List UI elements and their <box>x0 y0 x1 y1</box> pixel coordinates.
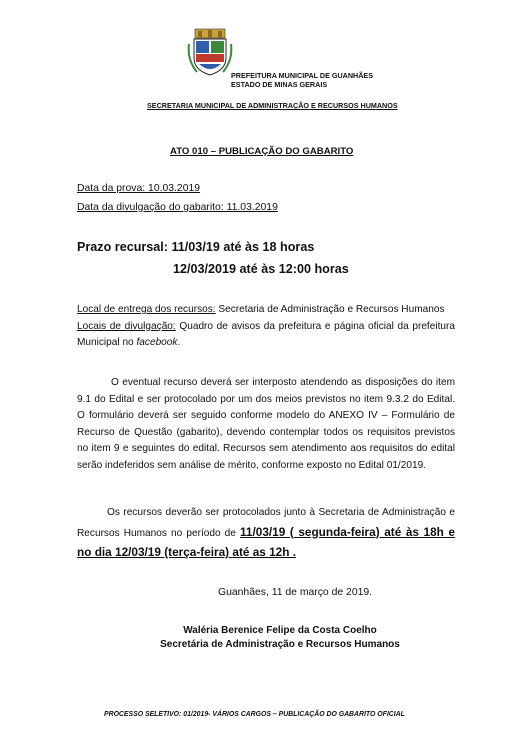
place-and-date: Guanhães, 11 de março de 2019. <box>218 587 373 598</box>
department-name: SECRETARIA MUNICIPAL DE ADMINISTRAÇÃO E RECURSOS HUMANOS <box>147 101 398 110</box>
appeal-deadline-line1: Prazo recursal: 11/03/19 até às 18 horas <box>77 240 315 254</box>
page-footer: PROCESSO SELETIVO: 01/2019- VÁRIOS CARGOS – PUBLICAÇÃO DO GABARITO OFICIAL <box>104 711 405 718</box>
protocol-text: Os recursos deverão ser protocolados junto à Secretaria de Administração e Recursos Humanos no período de <box>77 507 455 539</box>
facebook-text: facebook <box>136 337 178 348</box>
appeal-deadline-line2: 12/03/2019 até às 12:00 horas <box>173 262 349 276</box>
locations-block <box>77 302 455 352</box>
signatory-role: Secretária de Administração e Recursos Humanos <box>160 639 400 650</box>
publication-locations: Locais de divulgação: Quadro de avisos da prefeitura e página oficial da prefeitura Municipal no facebook. <box>77 320 455 348</box>
signature-block <box>130 624 430 652</box>
publication-label: Locais de divulgação: <box>77 320 176 332</box>
delivery-label: Local de entrega dos recursos: <box>77 304 216 315</box>
signatory-name: Waléria Berenice Felipe da Costa Coelho <box>183 625 377 636</box>
org-name: PREFEITURA MUNICIPAL DE GUANHÃES <box>231 71 374 80</box>
appeal-instructions-paragraph: O eventual recurso deverá ser interposto atendendo as disposições do item 9.1 do Edital e ser protocolado por um dos meios previstos no item 9.3.2 do Edital. O formulário deverá ser seguido conforme modelo do ANEXO IV – Formulário de Recurso de Questão (gabarito), devendo contemplar todos os requisitos previstos no item 9 e seguintes do edital. Recursos sem atendimento aos requisitos do edital serão indeferidos sem análise de mérito, conforme exposto no Edital 01/2019. <box>77 377 455 471</box>
exam-date: Data da prova: 10.03.2019 <box>77 183 201 194</box>
publication-value: Quadro de avisos da prefeitura e página oficial da prefeitura Municipal no <box>77 320 455 348</box>
page-title: ATO 010 – PUBLICAÇÃO DO GABARITO <box>170 146 354 157</box>
municipal-crest-logo <box>187 28 233 78</box>
org-state: ESTADO DE MINAS GERAIS <box>231 80 328 89</box>
appeal-protocol-paragraph <box>77 504 455 564</box>
delivery-location <box>77 302 455 319</box>
publication-date: Data da divulgação do gabarito: 11.03.2019 <box>77 202 278 213</box>
protocol-deadline: 11/03/19 ( segunda-feira) até às 18h e no dia 12/03/19 (terça-feira) até as 12h . <box>77 524 455 559</box>
delivery-value: Secretaria de Administração e Recursos Humanos <box>215 304 445 315</box>
